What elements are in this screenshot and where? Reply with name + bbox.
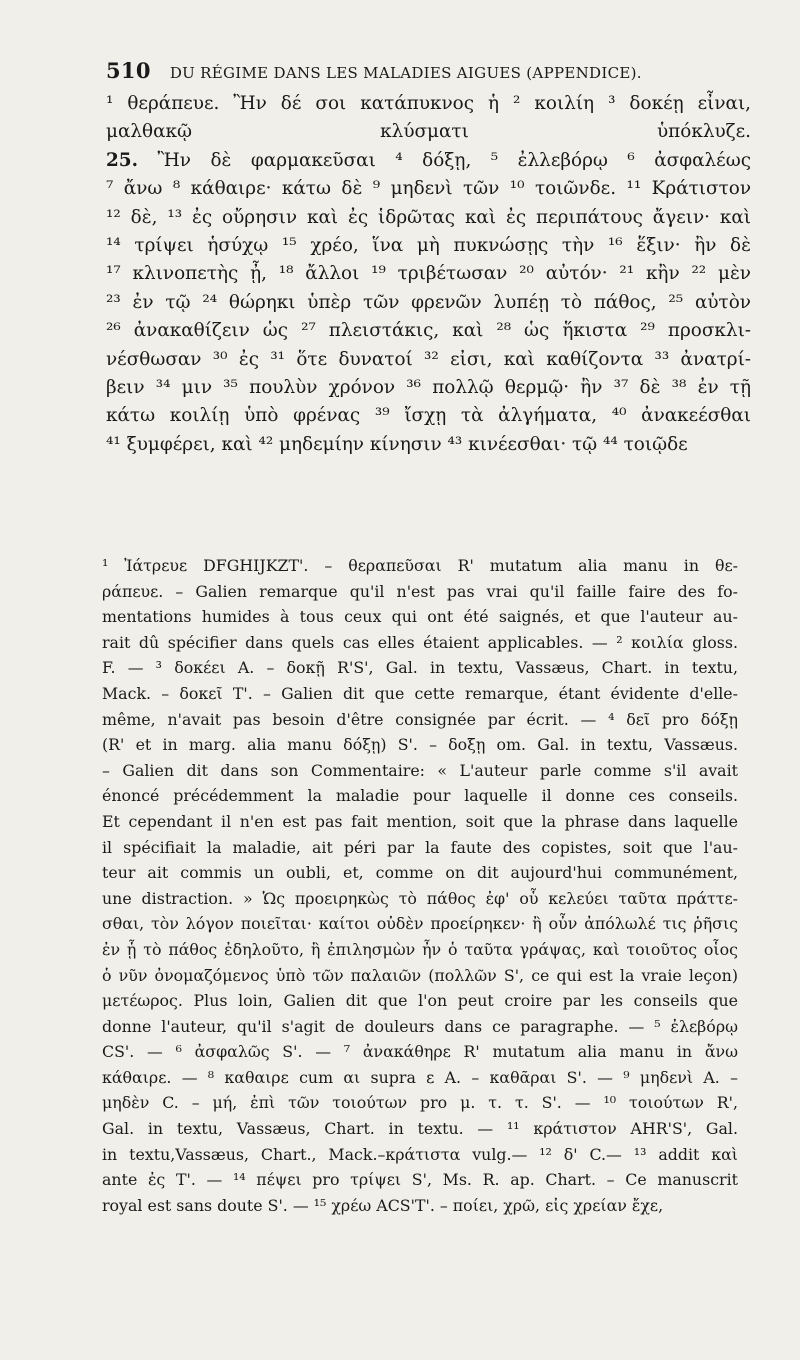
text-line: ⁷ ἄνω ⁸ κάθαιρε· κάτω δὲ ⁹ μηδενὶ τῶν ¹⁰ τοιῶνδε. ¹¹ Κράτιστον (106, 178, 751, 200)
running-title: DU RÉGIME DANS LES MALADIES AIGUES (APPENDICE). (169, 64, 642, 82)
footnote-line: μηδὲν C. – μή, ἐπὶ τῶν τοιούτων pro μ. τ. τ. S'. — ¹⁰ τοιούτων R', (102, 1093, 738, 1113)
text-line: ¹ θεράπευε. Ἢν δέ σοι κατάπυκνος ἡ ² κοιλίη ³ δοκέῃ εἶναι, (106, 93, 751, 114)
text-line: βειν ³⁴ μιν ³⁵ πουλὺν χρόνον ³⁶ πολλῷ θερμῷ· ἢν ³⁷ δὲ ³⁸ ἐν τῇ (106, 376, 751, 398)
text-line: ¹² δὲ, ¹³ ἐς οὔρησιν καὶ ἐς ἱδρῶτας καὶ ἐς περιπάτους ἄγειν· καὶ (106, 206, 751, 228)
footnote-line: énoncé précédemment la maladie pour laquelle il donne ces conseils. (102, 786, 738, 806)
footnote-line: mentations humides à tous ceux qui ont été saignés, et que l'auteur au- (102, 607, 738, 627)
running-header (106, 58, 756, 83)
footnote-line: μετέωρος. Plus loin, Galien dit que l'on peut croire par les conseils que (102, 991, 738, 1011)
footnote-line: ante ἐς T'. — ¹⁴ πέψει pro τρίψει S', Ms. R. ap. Chart. – Ce manuscrit (102, 1170, 738, 1190)
footnote-line: Mack. – δοκεῖ T'. – Galien dit que cette remarque, étant évidente d'elle- (102, 683, 738, 703)
paragraph-number: 25. (106, 149, 138, 171)
main-text (106, 90, 751, 459)
footnote-line: Et cependant il n'en est pas fait mention, soit que la phrase dans laquelle (102, 811, 738, 831)
footnote-line: (R' et in marg. alia manu δόξῃ) S'. – δοξῃ om. Gal. in textu, Vassæus. (102, 735, 738, 755)
footnote-line: donne l'auteur, qu'il s'agit de douleurs dans ce paragraphe. — ⁵ ἐλεβόρῳ (102, 1016, 738, 1036)
text-line: ¹⁷ κλινοπετὴς ᾖ, ¹⁸ ἄλλοι ¹⁹ τριβέτωσαν ²⁰ αὐτόν· ²¹ κἢν ²² μὲν (106, 263, 751, 285)
footnote-line: Gal. in textu, Vassæus, Chart. in textu. — ¹¹ κράτιστον AHR'S', Gal. (102, 1119, 738, 1139)
footnote-line: ὁ νῦν ὀνομαζόμενος ὑπὸ τῶν παλαιῶν (πολλῶν S', ce qui est la vraie leçon) (102, 965, 738, 985)
footnotes (102, 553, 738, 1218)
footnote-line: – Galien dit dans son Commentaire: « L'auteur parle comme s'il avait (102, 760, 738, 780)
footnote-line: royal est sans doute S'. — ¹⁵ χρέω ACS'T'. – ποίει, χρῶ, εἰς χρείαν ἔχε, (102, 1195, 664, 1215)
footnote-line: même, n'avait pas besoin d'être consignée par écrit. — ⁴ δεῖ pro δόξῃ (102, 709, 738, 729)
text-line: μαλθακῷ κλύσματι ὑπόκλυζε. (106, 121, 751, 143)
footnote-line: teur ait commis un oubli, et, comme on dit aujourd'hui communément, (102, 863, 738, 883)
text-line: νέσθωσαν ³⁰ ἐς ³¹ ὅτε δυνατοί ³² εἰσι, καὶ καθίζοντα ³³ ἀνατρί- (106, 348, 751, 370)
text-line: ¹⁴ τρίψει ἡσύχῳ ¹⁵ χρέο, ἵνα μὴ πυκνώσῃς τὴν ¹⁶ ἕξιν· ἢν δὲ (106, 234, 751, 256)
footnote-line: ράπευε. – Galien remarque qu'il n'est pas vrai qu'il faille faire des fo- (102, 581, 738, 601)
text-line: 25. Ἢν δὲ φαρμακεῦσαι ⁴ δόξῃ, ⁵ ἐλλεβόρῳ ⁶ ἀσφαλέως (106, 149, 751, 171)
footnote-line: rait dû spécifier dans quels cas elles étaient applicables. — ² κοιλία gloss. (102, 632, 738, 652)
text-line: ²³ ἐν τῷ ²⁴ θώρηκι ὑπὲρ τῶν φρενῶν λυπέῃ τὸ πάθος, ²⁵ αὐτὸν (106, 291, 751, 313)
footnote-line: in textu,Vassæus, Chart., Mack.–κράτιστα vulg.— ¹² δ' C.— ¹³ addit καὶ (102, 1144, 738, 1164)
footnote-line: F. — ³ δοκέει A. – δοκῇ R'S', Gal. in textu, Vassæus, Chart. in textu, (102, 658, 738, 678)
text-line: ⁴¹ ξυμφέρει, καὶ ⁴² μηδεμίην κίνησιν ⁴³ κινέεσθαι· τῷ ⁴⁴ τοιῷδε (106, 433, 688, 455)
footnote-line: une distraction. » Ὡς προειρηκὼς τὸ πάθος ἐφ' οὗ κελεύει ταῦτα πράττε- (102, 888, 738, 908)
page-number: 510 (106, 58, 151, 83)
footnote-line: σθαι, τὸν λόγον ποιεῖται· καίτοι οὐδὲν προείρηκεν· ἢ οὖν ἀπόλωλέ τις ῥῆσις (102, 914, 738, 934)
footnote-line: il spécifiait la maladie, ait péri par la faute des copistes, soit que l'au- (102, 837, 738, 857)
footnote-line: κάθαιρε. — ⁸ καθαιρε cum αι supra ε A. – καθᾶραι S'. — ⁹ μηδενὶ A. – (102, 1067, 738, 1087)
footnote-line: ἐν ᾗ τὸ πάθος ἐδηλοῦτο, ἢ ἐπιλησμὼν ἦν ὁ ταῦτα γράψας, καὶ τοιοῦτος οἷος (102, 939, 738, 959)
footnote-line: ¹ Ἰάτρευε DFGHIJKZT'. – θεραπεῦσαι R' mutatum alia manu in θε- (102, 556, 738, 575)
footnote-line: CS'. — ⁶ ἀσφαλῶς S'. — ⁷ ἀνακάθηρε R' mutatum alia manu in ἄνω (102, 1042, 738, 1062)
text-line: κάτω κοιλίῃ ὑπὸ φρένας ³⁹ ἴσχῃ τὰ ἀλγήματα, ⁴⁰ ἀνακεέσθαι (106, 405, 751, 427)
text-line: ²⁶ ἀνακαθίζειν ὡς ²⁷ πλειστάκις, καὶ ²⁸ ὡς ἥκιστα ²⁹ προσκλι- (106, 320, 751, 342)
